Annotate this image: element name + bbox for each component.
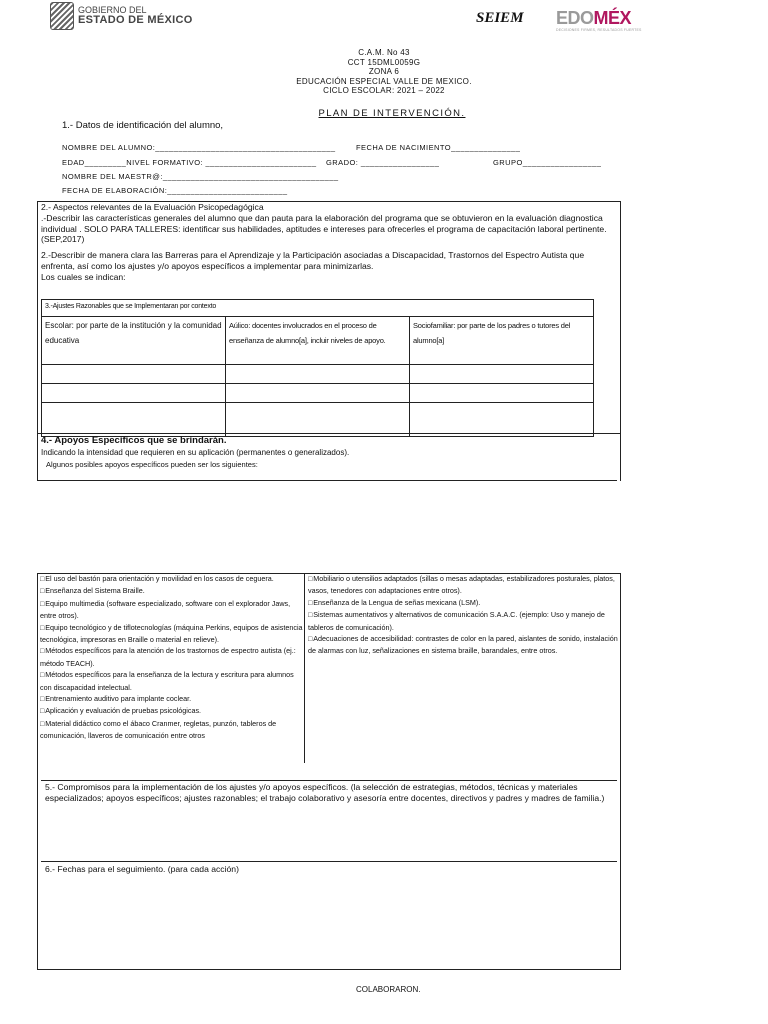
section5-text: 5.- Compromisos para la implementación de los ajustes y/o apoyos específicos. (la selección de estrategias, métodos, técnicas y materiales especializados; apoyos específicos; ajustes razonables; el trabajo colaborativo y asesoría entre docentes, directivos y padres y madres de familia.) — [45, 782, 605, 803]
divider — [41, 861, 617, 862]
table-cell[interactable] — [410, 403, 594, 437]
school-cam: C.A.M. No 43 — [358, 48, 410, 57]
school-header — [0, 48, 768, 96]
support-item: □ Métodos específicos para la enseñanza de la lectura y escritura para alumnos con discapacidad intelectual. — [40, 669, 304, 693]
section1-heading: 1.- Datos de identificación del alumno, — [62, 120, 224, 131]
teacher-name-field[interactable]: NOMBRE DEL MAESTR@:______________________________________ — [62, 172, 339, 181]
support-item: □ Aplicación y evaluación de pruebas psicológicas. — [40, 705, 304, 717]
support-item: □ Entrenamiento auditivo para implante coclear. — [40, 693, 304, 705]
birth-date-field[interactable]: FECHA DE NACIMIENTO_______________ — [356, 143, 521, 152]
edomex-logo — [556, 8, 631, 29]
table-cell[interactable] — [42, 384, 226, 403]
government-logo-text — [78, 5, 193, 25]
support-item: □ Material didáctico como el ábaco Cranmer, regletas, punzón, tableros de comunicación, llaveros de comunicación entre otros — [40, 718, 304, 742]
school-zona: ZONA 6 — [368, 67, 400, 77]
school-name: EDUCACIÓN ESPECIAL VALLE DE MEXICO. — [296, 76, 472, 86]
table-cell[interactable] — [410, 384, 594, 403]
group-field[interactable]: GRUPO_________________ — [493, 158, 602, 167]
support-item: □ El uso del bastón para orientación y movilidad en los casos de ceguera. — [40, 573, 304, 585]
divider — [37, 480, 617, 481]
gov-line-2: ESTADO DE MÉXICO — [78, 14, 193, 26]
section2-paragraph-1: .-Describir las características generales del alumno que dan pauta para la elaboración del programa que se obtuvieron en la evaluación diagnostica individual . SOLO PARA TALLERES: identificar sus habilidades, aptitudes e intereses para ofrecerles el programa de capacitación laboral pertinente. (SEP,2017) — [41, 212, 607, 245]
support-item: □ Enseñanza de la Lengua de señas mexicana (LSM). — [308, 597, 618, 609]
school-cycle: CICLO ESCOLAR: 2021 – 2022 — [323, 86, 445, 96]
table-cell[interactable] — [226, 365, 410, 384]
edomex-suffix: MÉX — [593, 8, 632, 28]
table-title: 3.-Ajustes Razonables que se Implementaran por contexto — [42, 300, 594, 317]
edomex-tagline: DECISIONES FIRMES, RESULTADOS FUERTES — [556, 28, 642, 32]
footer-collaborators: COLABORARON. — [356, 985, 421, 994]
section2-text — [41, 202, 611, 283]
table-cell[interactable] — [226, 384, 410, 403]
supports-right-list — [308, 573, 618, 657]
section4-subheading: Indicando la intensidad que requieren en su aplicación (permanentes o generalizados). — [41, 448, 350, 457]
section2-paragraph-2: 2.-Describir de manera clara las Barreras para el Aprendizaje y la Participación asociadas a Discapacidad, Trastornos del Espectro Autista que enfrenta, así como los ajustes y/o apoyos específicos a implementar para minimizarlas. — [41, 250, 585, 271]
table-cell[interactable] — [42, 365, 226, 384]
section6-text: 6.- Fechas para el seguimiento. (para cada acción) — [45, 864, 239, 874]
page-title: PLAN DE INTERVENCIÓN. — [318, 108, 466, 119]
column-header-family: Sociofamiliar: por parte de los padres o tutores del alumno[a] — [410, 317, 594, 365]
elaboration-date-field[interactable]: FECHA DE ELABORACIÓN:__________________________ — [62, 186, 288, 195]
student-name-field[interactable]: NOMBRE DEL ALUMNO:_______________________________________ — [62, 143, 336, 152]
school-cct: CCT 15DML0059G — [347, 57, 421, 67]
supports-right-column — [308, 573, 618, 657]
section4-heading: 4.- Apoyos Específicos que se brindarán. — [41, 435, 227, 446]
support-item: □ Equipo tecnológico y de tiflotecnologías (máquina Perkins, equipos de asistencia tecnológica, impresoras en Braille o material en relieve). — [40, 622, 304, 646]
grade-field[interactable]: GRADO: _________________ — [326, 158, 440, 167]
table-cell[interactable] — [226, 403, 410, 437]
state-coat-of-arms-logo — [50, 2, 74, 30]
support-item: □ Sistemas aumentativos y alternativos de comunicación S.A.A.C. (ejemplo: Uso y manejo de tableros de comunicación). — [308, 609, 618, 633]
column-header-school: Escolar: por parte de la institución y la comunidad educativa — [42, 317, 226, 365]
column-header-classroom: Aúlico: docentes involucrados en el proceso de enseñanza de alumno[a], incluir niveles de apoyo. — [226, 317, 410, 365]
support-item: □ Adecuaciones de accesibilidad: contrastes de color en la pared, aislantes de sonido, instalación de alarmas con luz, señalizaciones en sistema braille, barandales, entre otros. — [308, 633, 618, 657]
table-cell[interactable] — [42, 403, 226, 437]
table-cell[interactable] — [410, 365, 594, 384]
divider — [41, 780, 617, 781]
section4-note: Algunos posibles apoyos específicos pueden ser los siguientes: — [46, 460, 258, 469]
age-level-field[interactable]: EDAD_________NIVEL FORMATIVO: ________________________ — [62, 158, 317, 167]
support-item: □ Métodos específicos para la atención de los trastornos de espectro autista (ej.: método TEACH). — [40, 645, 304, 669]
supports-left-column — [40, 573, 305, 763]
support-item: □ Enseñanza del Sistema Braille. — [40, 585, 304, 597]
seiem-logo: SEIEM — [476, 10, 524, 26]
supports-left-list — [40, 573, 304, 742]
support-item: □ Equipo multimedia (software especializado, software con el explorador Jaws, entre otros). — [40, 598, 304, 622]
section2-heading: 2.- Aspectos relevantes de la Evaluación Psicopedagógica — [41, 202, 264, 212]
section2-paragraph-3: Los cuales se indican: — [41, 271, 126, 282]
support-item: □ Mobiliario o utensilios adaptados (sillas o mesas adaptadas, estabilizadores posturales, platos, vasos, tenedores con adaptaciones entre otros). — [308, 573, 618, 597]
reasonable-adjustments-table — [41, 299, 594, 437]
edomex-prefix: EDO — [556, 8, 594, 28]
gov-line-1: GOBIERNO DEL — [78, 5, 147, 15]
